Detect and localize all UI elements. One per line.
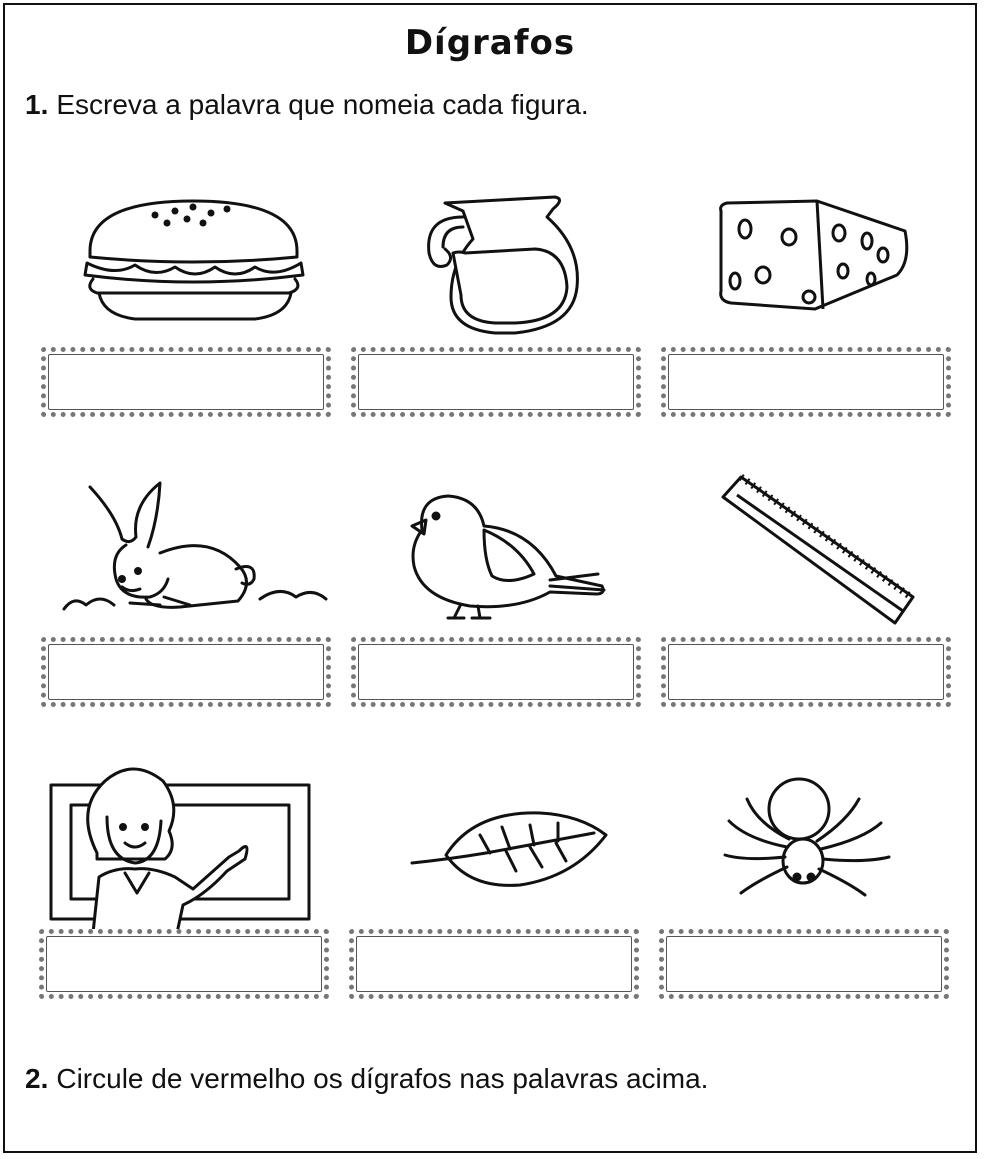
answer-box-4[interactable] xyxy=(41,637,331,707)
answer-box-6[interactable] xyxy=(661,637,951,707)
answer-box-8[interactable] xyxy=(349,929,639,999)
instruction-2-text: Circule de vermelho os dígrafos nas palavras acima. xyxy=(56,1063,709,1094)
spider-icon xyxy=(717,769,897,899)
instruction-2 xyxy=(25,1063,708,1095)
bird-icon xyxy=(400,490,610,625)
hamburger-icon xyxy=(75,193,315,333)
cheese-icon xyxy=(705,191,915,321)
answer-box-2[interactable] xyxy=(351,347,641,417)
answer-box-9[interactable] xyxy=(659,929,949,999)
ruler-icon xyxy=(717,473,917,629)
instruction-1-number: 1. xyxy=(25,89,49,120)
answer-box-5[interactable] xyxy=(351,637,641,707)
answer-box-3[interactable] xyxy=(661,347,951,417)
jug-icon xyxy=(415,187,595,337)
instruction-1-text: Escreva a palavra que nomeia cada figura. xyxy=(56,89,589,120)
answer-box-7[interactable] xyxy=(39,929,329,999)
instruction-2-number: 2. xyxy=(25,1063,49,1094)
worksheet xyxy=(3,3,977,1153)
page-title: Dígrafos xyxy=(404,23,576,63)
rabbit-icon xyxy=(60,475,330,625)
leaf-icon xyxy=(410,805,610,895)
answer-box-1[interactable] xyxy=(41,347,331,417)
teacher-icon xyxy=(45,761,315,933)
instruction-1 xyxy=(25,89,589,121)
